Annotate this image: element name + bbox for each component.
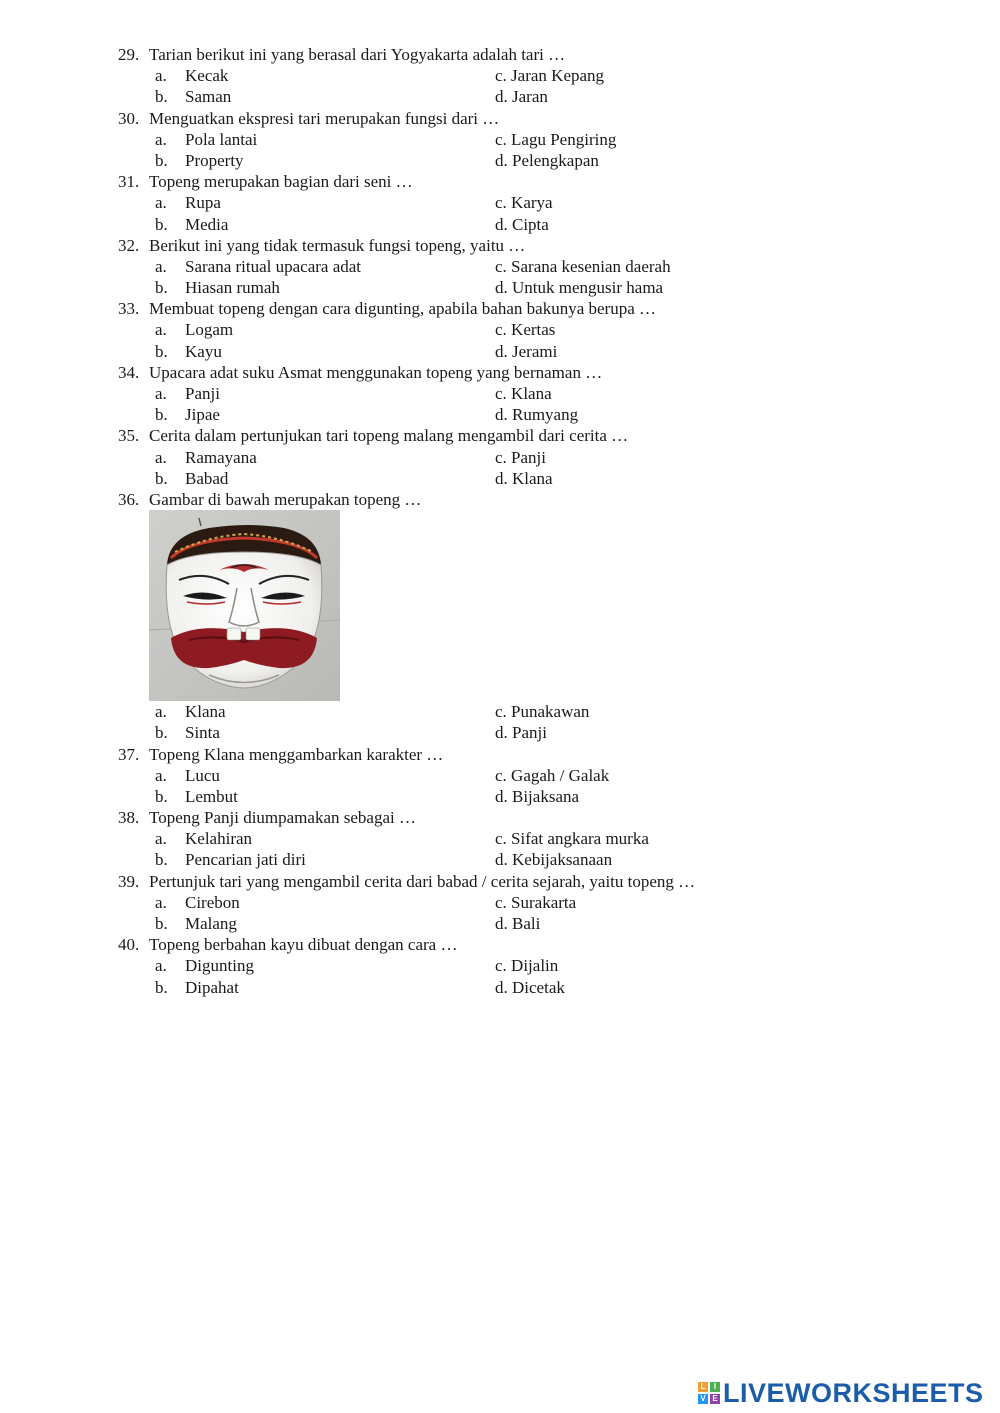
option-row [118, 404, 878, 425]
option-d[interactable]: d. Panji [495, 723, 547, 743]
option-row [118, 722, 878, 743]
option-b[interactable] [155, 786, 238, 807]
question-number: 39. [118, 871, 140, 891]
option-c[interactable]: c. Jaran Kepang [495, 66, 605, 86]
option-text: Klana [185, 702, 226, 722]
option-row [118, 214, 878, 235]
option-row [118, 913, 878, 934]
option-row [118, 86, 878, 107]
logo-tile: V [698, 1394, 708, 1404]
option-a[interactable] [155, 129, 257, 150]
option-c[interactable]: c. Sarana kesenian daerah [495, 256, 671, 276]
question-text: Topeng berbahan kayu dibuat dengan cara … [149, 935, 458, 955]
option-letter: b. [155, 786, 168, 806]
question-33 [118, 298, 878, 362]
option-row [118, 765, 878, 786]
logo-tile: L [698, 1382, 708, 1392]
question-37 [118, 744, 878, 808]
option-a[interactable] [155, 892, 240, 913]
option-d[interactable]: d. Kebijaksanaan [495, 850, 613, 870]
option-d[interactable]: d. Cipta [495, 214, 549, 234]
option-letter: a. [155, 129, 167, 149]
option-text: Logam [185, 320, 234, 340]
option-c[interactable]: c. Sifat angkara murka [495, 829, 649, 849]
option-letter: a. [155, 256, 167, 276]
option-text: Jipae [185, 405, 220, 425]
logo-tile: E [710, 1394, 720, 1404]
option-b[interactable] [155, 849, 306, 870]
option-c[interactable]: c. Karya [495, 193, 553, 213]
option-text: Ramayana [185, 447, 257, 467]
option-c[interactable]: c. Klana [495, 384, 552, 403]
option-letter: b. [155, 850, 168, 870]
option-row [118, 955, 878, 976]
option-row [118, 65, 878, 86]
option-b[interactable] [155, 404, 220, 425]
question-number: 30. [118, 108, 140, 128]
option-c[interactable]: c. Gagah / Galak [495, 765, 610, 785]
option-d[interactable]: d. Dicetak [495, 977, 565, 997]
option-letter: b. [155, 723, 168, 743]
option-c[interactable]: c. Punakawan [495, 702, 590, 722]
option-text: Sinta [185, 723, 220, 743]
logo-icon [698, 1382, 720, 1404]
option-a[interactable] [155, 701, 226, 722]
option-b[interactable] [155, 913, 237, 934]
option-row [118, 383, 878, 404]
option-text: Pencarian jati diri [185, 850, 306, 870]
option-a[interactable] [155, 765, 220, 786]
question-number: 34. [118, 362, 140, 382]
option-row [118, 319, 878, 340]
option-row [118, 828, 878, 849]
option-row [118, 977, 878, 998]
option-row [118, 192, 878, 213]
question-39 [118, 871, 878, 935]
option-letter: a. [155, 193, 167, 213]
option-row [118, 447, 878, 468]
option-b[interactable] [155, 277, 280, 298]
option-text: Cirebon [185, 892, 240, 912]
question-32 [118, 235, 878, 299]
option-letter: a. [155, 320, 167, 340]
option-letter: b. [155, 87, 168, 107]
question-29 [118, 44, 878, 108]
option-b[interactable] [155, 977, 239, 998]
option-d[interactable]: d. Bali [495, 914, 541, 933]
option-b[interactable] [155, 468, 228, 489]
option-c[interactable]: c. Dijalin [495, 956, 559, 976]
option-b[interactable] [155, 86, 231, 107]
question-38 [118, 807, 878, 871]
question-text: Gambar di bawah merupakan topeng … [149, 489, 422, 509]
worksheet [118, 44, 878, 998]
option-a[interactable] [155, 828, 252, 849]
option-letter: a. [155, 384, 167, 403]
logo-wordmark: LIVEWORKSHEETS [723, 1377, 984, 1408]
option-c[interactable]: c. Lagu Pengiring [495, 129, 617, 149]
option-letter: b. [155, 405, 168, 425]
option-c[interactable]: c. Surakarta [495, 892, 577, 912]
option-letter: b. [155, 214, 168, 234]
option-letter: b. [155, 977, 168, 997]
option-row [118, 129, 878, 150]
question-number: 33. [118, 299, 140, 319]
question-number: 35. [118, 426, 140, 446]
option-d[interactable]: d. Untuk mengusir hama [495, 278, 664, 298]
option-text: Kayu [185, 341, 222, 361]
option-row [118, 277, 878, 298]
option-b[interactable] [155, 150, 244, 171]
option-letter: a. [155, 702, 167, 722]
option-row [118, 786, 878, 807]
option-a[interactable] [155, 447, 257, 468]
option-row [118, 341, 878, 362]
question-text: Topeng Panji diumpamakan sebagai … [149, 808, 416, 828]
option-d[interactable]: d. Pelengkapan [495, 150, 599, 170]
option-letter: b. [155, 150, 168, 170]
option-d[interactable]: d. Rumyang [495, 405, 579, 425]
question-35 [118, 425, 878, 489]
option-text: Hiasan rumah [185, 278, 280, 298]
option-letter: a. [155, 66, 167, 86]
option-text: Dipahat [185, 977, 239, 997]
logo-tile: I [710, 1382, 720, 1392]
question-34 [118, 362, 878, 426]
option-row [118, 468, 878, 489]
option-letter: a. [155, 892, 167, 912]
option-text: Property [185, 150, 244, 170]
option-b[interactable] [155, 341, 222, 362]
option-text: Lembut [185, 786, 238, 806]
mask-photo [149, 510, 340, 701]
option-text: Malang [185, 914, 237, 933]
question-number: 40. [118, 935, 140, 955]
option-b[interactable] [155, 722, 220, 743]
option-a[interactable] [155, 955, 254, 976]
question-number: 29. [118, 45, 140, 64]
option-row [118, 150, 878, 171]
question-31 [118, 171, 878, 235]
option-d[interactable]: d. Klana [495, 468, 553, 488]
question-number: 32. [118, 235, 140, 255]
question-36 [118, 489, 878, 744]
question-text: Pertunjuk tari yang mengambil cerita dari babad / cerita sejarah, yaitu topeng … [149, 871, 696, 891]
option-text: Kelahiran [185, 829, 253, 849]
option-c[interactable]: c. Kertas [495, 320, 556, 340]
option-a[interactable] [155, 192, 221, 213]
option-b[interactable] [155, 214, 228, 235]
option-row [118, 849, 878, 870]
question-text: Cerita dalam pertunjukan tari topeng malang mengambil dari cerita … [149, 426, 629, 446]
question-text: Upacara adat suku Asmat menggunakan topeng yang bernaman … [149, 362, 603, 382]
option-c[interactable]: c. Panji [495, 447, 546, 467]
option-text: Rupa [185, 193, 221, 213]
liveworksheets-logo [698, 1375, 984, 1411]
question-text: Topeng Klana menggambarkan karakter … [149, 744, 444, 764]
option-text: Kecak [185, 66, 229, 86]
question-40 [118, 934, 878, 998]
question-number: 31. [118, 172, 140, 192]
question-number: 36. [118, 489, 140, 509]
question-30 [118, 108, 878, 172]
option-d[interactable]: d. Jerami [495, 341, 558, 361]
option-a[interactable] [155, 383, 220, 404]
option-text: Panji [185, 384, 220, 403]
option-row [118, 256, 878, 277]
question-number: 37. [118, 744, 140, 764]
question-text: Berikut ini yang tidak termasuk fungsi topeng, yaitu … [149, 235, 526, 255]
option-a[interactable] [155, 65, 228, 86]
question-text: Tarian berikut ini yang berasal dari Yogyakarta adalah tari … [149, 45, 566, 64]
question-text: Menguatkan ekspresi tari merupakan fungsi dari … [149, 108, 500, 128]
option-letter: b. [155, 914, 168, 933]
question-text: Membuat topeng dengan cara digunting, apabila bahan bakunya berupa … [149, 299, 656, 319]
option-letter: a. [155, 956, 167, 976]
option-text: Babad [185, 468, 229, 488]
option-a[interactable] [155, 256, 361, 277]
option-a[interactable] [155, 319, 233, 340]
option-text: Digunting [185, 956, 254, 976]
option-letter: a. [155, 447, 167, 467]
option-letter: a. [155, 829, 167, 849]
option-letter: b. [155, 468, 168, 488]
option-row [118, 701, 878, 722]
option-text: Sarana ritual upacara adat [185, 256, 362, 276]
option-d[interactable]: d. Jaran [495, 87, 548, 107]
option-letter: b. [155, 278, 168, 298]
option-text: Media [185, 214, 229, 234]
question-text: Topeng merupakan bagian dari seni … [149, 172, 413, 192]
question-number: 38. [118, 808, 140, 828]
option-letter: a. [155, 765, 167, 785]
option-letter: b. [155, 341, 168, 361]
option-row [118, 892, 878, 913]
option-text: Lucu [185, 765, 220, 785]
option-text: Saman [185, 87, 232, 107]
option-d[interactable]: d. Bijaksana [495, 786, 580, 806]
option-text: Pola lantai [185, 129, 258, 149]
